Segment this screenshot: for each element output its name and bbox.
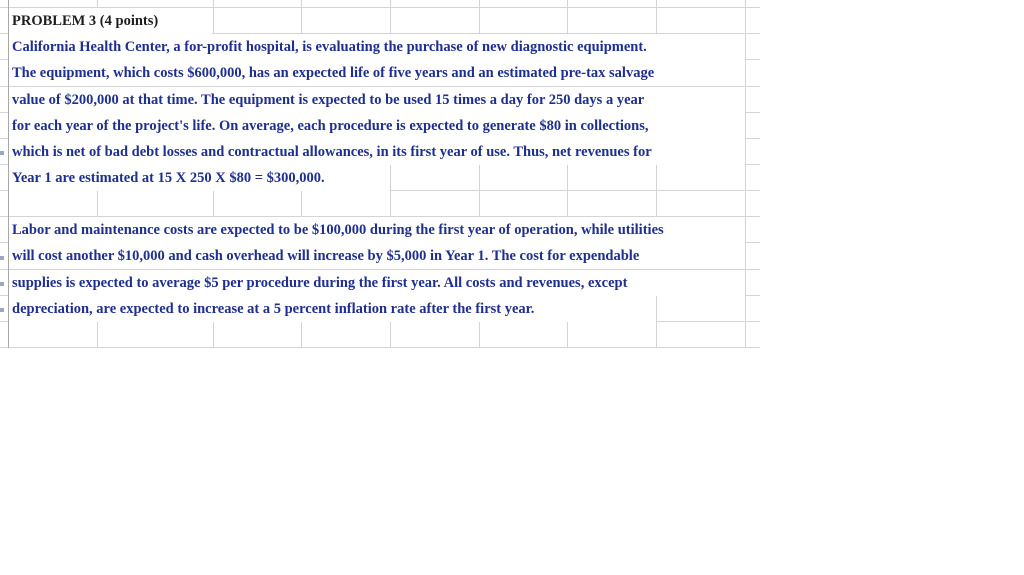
gridline	[745, 0, 746, 348]
text-cell[interactable]: value of $200,000 at that time. The equipment is expected to be used 15 times a day for 250 days a year	[9, 87, 745, 113]
gridline	[0, 347, 760, 348]
row-header-marker	[0, 282, 4, 286]
text-cell[interactable]: which is net of bad debt losses and contractual allowances, in its first year of use. Thus, net revenues for	[9, 139, 745, 165]
text-cell[interactable]: Year 1 are estimated at 15 X 250 X $80 = $300,000.	[9, 165, 390, 191]
row-header-marker	[0, 308, 4, 312]
row-header-marker	[0, 256, 4, 260]
text-cell[interactable]: The equipment, which costs $600,000, has an expected life of five years and an estimated pre-tax salvage	[9, 60, 745, 86]
text-cell[interactable]: supplies is expected to average $5 per procedure during the first year. All costs and revenues, except	[9, 270, 745, 296]
row-header-marker	[0, 151, 4, 155]
text-cell[interactable]: California Health Center, a for-profit hospital, is evaluating the purchase of new diagnostic equipment.	[9, 34, 745, 60]
text-cell[interactable]: will cost another $10,000 and cash overhead will increase by $5,000 in Year 1. The cost for expendable	[9, 243, 745, 269]
text-cell[interactable]: for each year of the project's life. On average, each procedure is expected to generate $80 in collections,	[9, 113, 745, 139]
text-cell[interactable]: depreciation, are expected to increase at a 5 percent inflation rate after the first year.	[9, 296, 656, 322]
text-cell[interactable]: Labor and maintenance costs are expected to be $100,000 during the first year of operation, while utilities	[9, 217, 745, 243]
spreadsheet-grid[interactable]	[0, 0, 760, 348]
problem-title-cell[interactable]: PROBLEM 3 (4 points)	[9, 8, 212, 34]
